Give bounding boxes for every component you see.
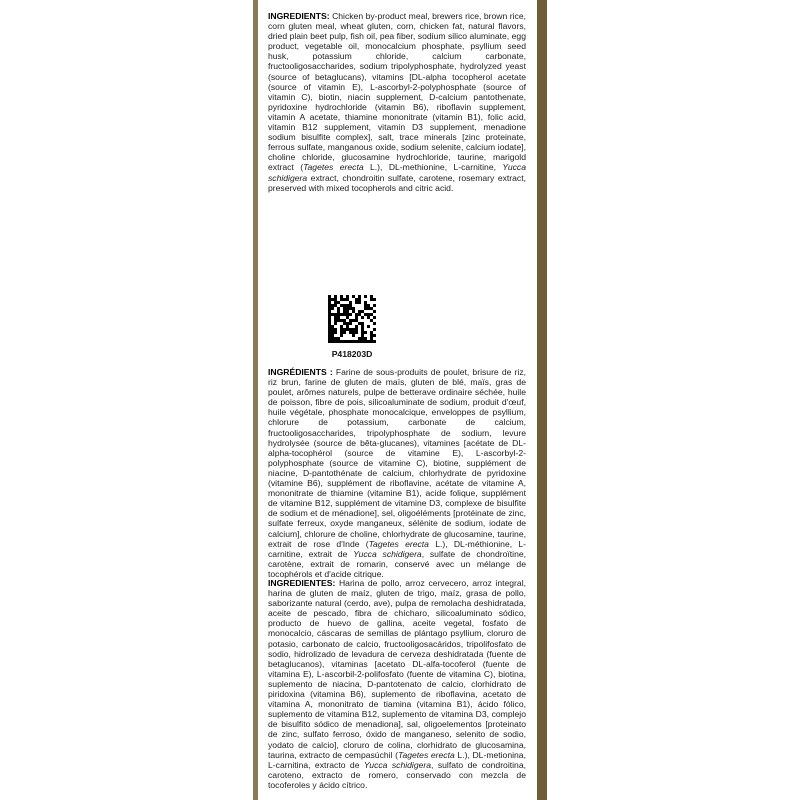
ingredients-text-es — [268, 578, 526, 790]
ingredient-text: Farine de sous-produits de poulet, brisure de riz, riz brun, farine de gluten de maïs, gluten de blé, maïs, gras de poulet, arômes naturels, pulpe de betterave ordinaire séchée, huile de poisson, fibre de pois, silicoaluminate de sodium, produit d'œuf, huile végétale, phosphate monocalcique, enveloppes de psyllium, chlorure de potassium, carbonate de calcium, fructooligosaccharides, tripolyphosphate de sodium, levure hydrolysée (source de bêta-glucanes), vitamines [acétate de DL-alpha-tocophérol (source de vitamine E), L-ascorbyl-2-polyphosphate (source de vitamine C), biotine, supplément de niacine, D-pantothénate de calcium, chlorhydrate de pyridoxine (vitamine B6), supplément de riboflavine, acétate de vitamine A, mononitrate de thiamine (vitamine B1), acide folique, supplément de vitamine B12, supplément de vitamine D3, complexe de bisulfite de sodium et de ménadione], sel, oligoéléments [protéinate de zinc, sulfate ferreux, oxyde manganeux, sélénite de sodium, iodate de calcium], chlorure de choline, chlorhydrate de glucosamine, taurine, extrait de rose d'Inde ( — [268, 367, 526, 549]
species-name: Yucca schidigera — [353, 548, 422, 559]
ingredients-english — [268, 11, 526, 193]
species-name: Yucca schidigera — [363, 759, 432, 770]
ingredient-text: extract, chondroitin sulfate, carotene, rosemary extract, preserved with mixed tocopherols and citric acid. — [268, 172, 526, 193]
species-name: Tagetes erecta — [397, 749, 455, 760]
product-code: P418203D — [331, 349, 373, 359]
ingredients-heading-fr: INGRÉDIENTS : — [268, 367, 333, 377]
ingredients-text-fr — [268, 367, 526, 579]
ingredient-text: L.), DL-methionine, L-carnitine, — [363, 162, 503, 173]
ingredient-text: L.), DL-metionina, L-carnitina, extracto de — [268, 749, 526, 770]
ingredients-french — [268, 367, 526, 579]
ingredient-text: , sulfate de chondroïtine, carotène, extrait de romarin, conservé avec un mélange de tocophérols et d'acide citrique. — [268, 548, 527, 579]
species-name: Tagetes erecta — [303, 162, 364, 173]
package-border-right — [537, 0, 547, 800]
data-matrix-code — [328, 295, 376, 343]
ingredient-text: Chicken by-product meal, brewers rice, brown rice, corn gluten meal, wheat gluten, corn, chicken fat, natural flavors, dried plain beet pulp, fish oil, pea fiber, sodium silico aluminate, egg product, vegetable oil, monocalcium phosphate, psyllium seed husk, potassium chloride, calcium carbonate, fructooligosaccharides, sodium tripolyphosphate, hydrolyzed yeast (source of betaglucans), vitamins [DL-alpha tocopherol acetate (source of vitamin E), L-ascorbyl-2-polyphosphate (source of vitamin C), biotin, niacin supplement, D-calcium pantothenate, pyridoxine hydrochloride (vitamin B6), riboflavin supplement, vitamin A acetate, thiamine mononitrate (vitamin B1), folic acid, vitamin B12 supplement, vitamin D3 supplement, menadione sodium bisulfite complex], salt, trace minerals [zinc proteinate, ferrous sulfate, manganous oxide, sodium selenite, calcium iodate], choline chloride, glucosamine hydrochloride, taurine, marigold extract ( — [268, 11, 526, 173]
ingredients-heading-es: INGREDIENTES: — [268, 578, 336, 588]
species-name: Tagetes erecta — [368, 538, 429, 549]
ingredients-text-en — [268, 11, 526, 193]
ingredients-heading-en: INGREDIENTS: — [268, 11, 330, 21]
species-name: Yucca schidigera — [268, 162, 526, 183]
ingredient-text: , sulfato de condroitina, caroteno, extracto de romero, conservado con mezcla de tocoferoles y ácido cítrico. — [268, 759, 526, 790]
ingredients-panel — [258, 0, 537, 800]
ingredients-spanish — [268, 578, 526, 790]
ingredient-text: L.), DL-méthionine, L-carnitine, extrait de — [268, 538, 526, 559]
ingredient-text: Harina de pollo, arroz cervecero, arroz integral, harina de gluten de maíz, gluten de trigo, maíz, grasa de pollo, saborizante natural (cerdo, ave), pulpa de remolacha deshidratada, aceite de pescado, fibra de chícharo, silicoaluminato sódico, producto de huevo de gallina, aceite vegetal, fosfato de monocalcio, cáscaras de semillas de plántago psyllium, cloruro de potasio, carbonato de calcio, fructooligosacáridos, tripolifosfato de sodio, hidrolizado de levadura de cerveza deshidratada (fuente de betaglucanos), vitaminas [acetato DL-alfa-tocoferol (fuente de vitamina E), L-ascorbil-2-polifosfato (fuente de vitamina C), biotina, suplemento de niacina, D-pantotenato de calcio, clorhidrato de piridoxina (vitamina B6), suplemento de riboflavina, acetato de vitamina A, mononitrato de tiamina (vitamina B1), ácido fólico, suplemento de vitamina B12, suplemento de vitamina D3, complejo de bisulfito sódico de menadiona], sal, oligoelementos [proteinato de zinc, sulfato ferroso, óxido de manganeso, selenito de sodio, yodato de calcio], cloruro de colina, clorhidrato de glucosamina, taurina, extracto de cempasúchil ( — [268, 578, 526, 760]
